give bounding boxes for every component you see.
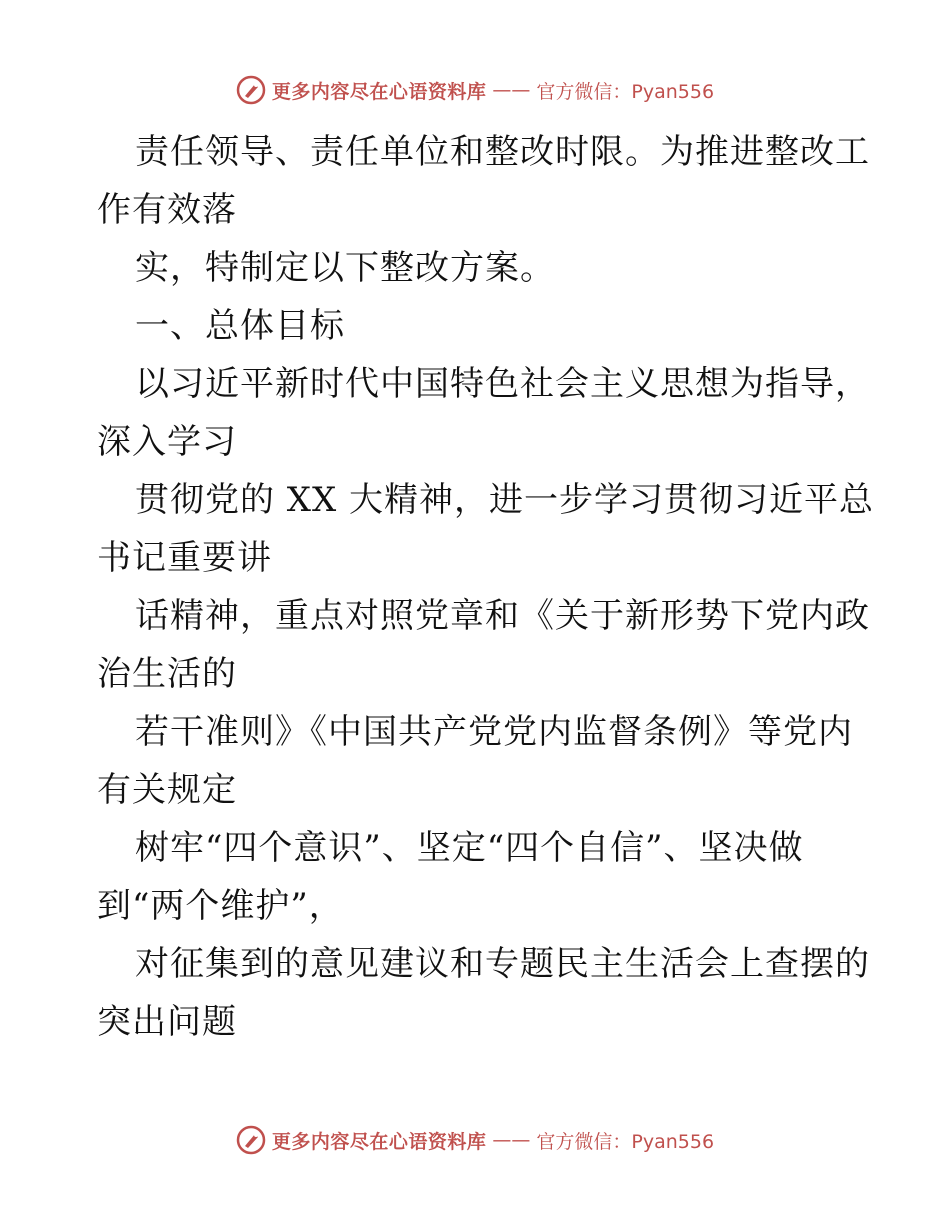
header-dash: —— [492,79,531,101]
footer-contact: 官方微信：Pyan556 [536,1130,715,1153]
footer-banner [0,1120,950,1160]
pen-nib-logo-icon [236,75,266,105]
pen-nib-logo-icon [236,1125,266,1155]
header-contact: 官方微信：Pyan556 [536,80,715,103]
body-line: 树牢“四个意识”、坚定“四个自信”、坚决做 [135,828,804,868]
body-line: 贯彻党的 XX 大精神，进一步学习贯彻习近平总 [135,480,875,520]
body-line: 以习近平新时代中国特色社会主义思想为指导， [135,364,870,404]
section-heading: 一、总体目标 [135,306,345,346]
header-brand: 更多内容尽在心语资料库 [271,80,487,103]
body-line: 书记重要讲 [97,538,272,578]
document-body [97,123,875,1051]
footer-dash: —— [492,1129,531,1151]
body-line: 有关规定 [97,770,237,810]
body-line: 突出问题 [97,1002,237,1042]
body-line: 若干准则》《中国共产党党内监督条例》等党内 [135,712,853,752]
body-line: 深入学习 [97,422,237,462]
body-line: 实，特制定以下整改方案。 [135,248,555,288]
body-line: 话精神，重点对照党章和《关于新形势下党内政 [135,596,870,636]
body-line: 到“两个维护”， [97,886,344,926]
body-line: 责任领导、责任单位和整改时限。为推进整改工 [135,132,870,172]
body-line: 作有效落 [97,190,237,230]
footer-brand: 更多内容尽在心语资料库 [271,1130,487,1153]
body-line: 对征集到的意见建议和专题民主生活会上查摆的 [135,944,870,984]
header-banner [0,70,950,110]
body-line: 治生活的 [97,654,237,694]
